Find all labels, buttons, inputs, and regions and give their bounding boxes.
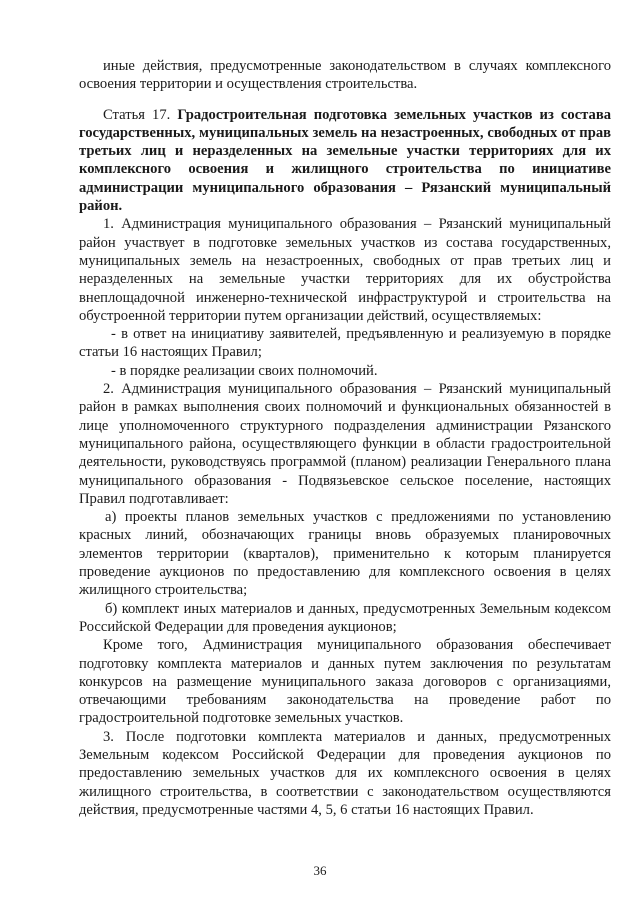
list-item-applicant-initiative: - в ответ на инициативу заявителей, предъявленную и реализуемую в порядке статьи 16 настоящих Правил; [79,326,611,361]
list-item-a: а) проекты планов земельных участков с предложениями по установлению красных линий, обозначающих границы вновь образуемых планировочных элементов территории (кварталов), применительно к которым планируется проведение аукционов по предоставлению для комплексного освоения в целях жилищного строительства; [79,509,611,599]
paragraph-additionally: Кроме того, Администрация муниципального образования обеспечивает подготовку комплекта материалов и данных путем заключения по результатам конкурсов на размещение муниципального заказа договоров с организациями, отвечающими требованиям законодательства на проведение работ по градостроительной подготовке земельных участков. [79,637,611,727]
paragraph-1: 1. Администрация муниципального образования – Рязанский муниципальный район участвует в подготовке земельных участков из состава государственных, муниципальных земель на незастроенных, свободных от прав третьих лиц и неразделенных на земельные участки территориях для их обустройства внеплощадочной инженерно-технической инфраструктурой и строительства на обустроенной территории путем организации действий, осуществляемых: [79,216,611,324]
list-item-own-powers: - в порядке реализации своих полномочий. [111,362,378,379]
document-page [79,57,611,819]
intro-continuation: иные действия, предусмотренные законодательством в случаях комплексного освоения территории и осуществления строительства. [79,58,611,93]
paragraph-2: 2. Администрация муниципального образования – Рязанский муниципальный район в рамках выполнения своих полномочий и функциональных обязанностей в лице уполномоченного структурного подразделения администрации Рязанского муниципального района, осуществляющего функции в области градостроительной деятельности, руководствуясь программой (планом) реализации Генерального плана муниципального образования - Подвязьевское сельское поселение, настоящих Правил подготавливает: [79,381,611,507]
article-title: Градостроительная подготовка земельных участков из состава государственных, муниципальных земель на незастроенных, свободных от прав третьих лиц и неразделенных на земельные участки территориях для их комплексного освоения и жилищного строительства по инициативе администрации муниципального образования – Рязанский муниципальный район. [79,106,611,215]
article-heading [79,106,611,216]
page-number: 36 [313,863,327,878]
article-label: Статья 17. [103,106,171,123]
paragraph-3: 3. После подготовки комплекта материалов и данных, предусмотренных Земельным кодексом Российской Федерации для проведения аукционов по предоставлению земельных участков для их комплексного освоения в целях жилищного строительства, в соответствии с законодательством осуществляются действия, предусмотренные частями 4, 5, 6 статьи 16 настоящих Правил. [79,728,611,818]
list-item-b: б) комплект иных материалов и данных, предусмотренных Земельным кодексом Российской Федерации для проведения аукционов; [79,600,611,635]
